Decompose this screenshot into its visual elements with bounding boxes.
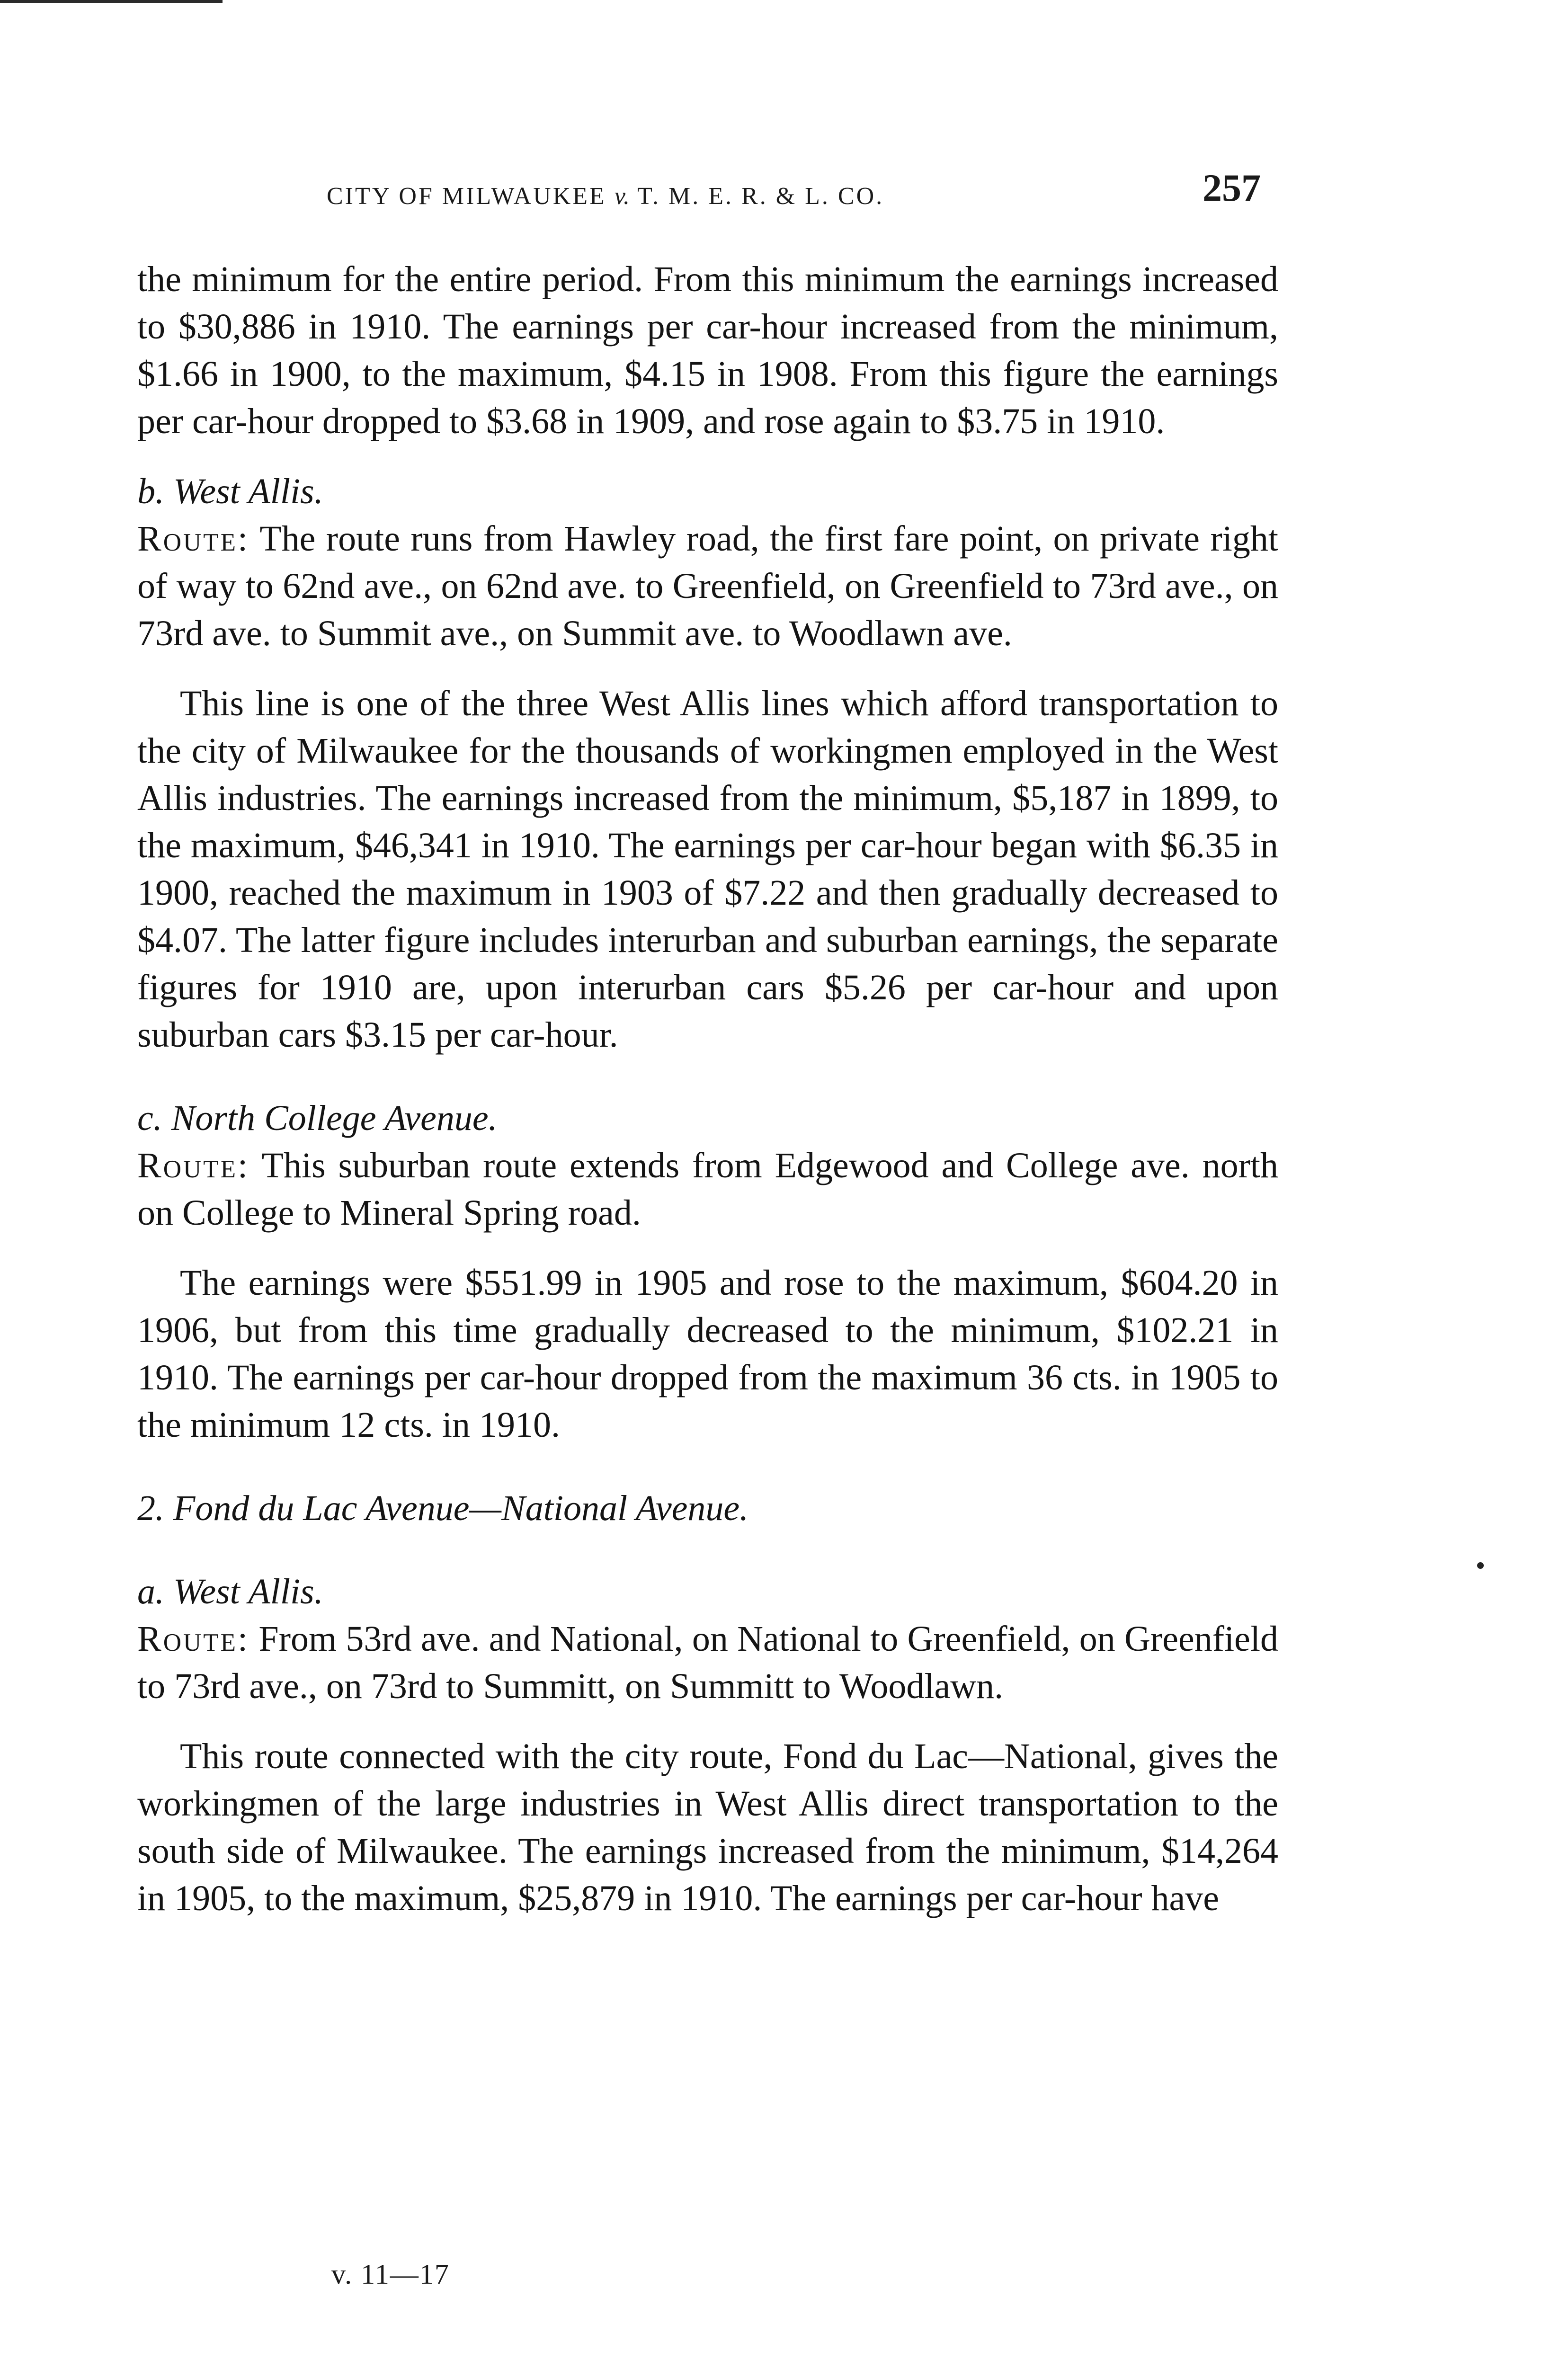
paragraph-north-college: The earnings were $551.99 in 1905 and rose to the maximum, $604.20 in 1906, but from this time gradually decreased to the minimum, $102.21 in 1910. The earnings per car-hour dropped from the maximum 36 cts. in 1905 to the minimum 12 cts. in 1910. xyxy=(137,1263,1278,1445)
paragraph-continuation: the minimum for the entire period. From this minimum the earnings increased to $30,886 in 1910. The earnings per car-hour increased from the minimum, $1.66 in 1900, to the maximum, $4.15 in 1908. From this figure the earnings per car-hour dropped to $3.68 in 1909, and rose again to $3.75 in 1910. xyxy=(137,259,1278,441)
page-number: 257 xyxy=(1203,166,1261,209)
route-a-text: From 53rd ave. and National, on National to Greenfield, on Greenfield to 73rd ave., on 73rd to Summitt, on Summitt to Woodlawn. xyxy=(137,1619,1279,1706)
signature-mark: v. 11—17 xyxy=(331,2259,450,2290)
route-label: Route: xyxy=(137,1619,250,1659)
running-head xyxy=(327,182,884,210)
section-heading-a: a. West Allis. xyxy=(137,1572,323,1611)
route-c xyxy=(137,1142,1278,1237)
ink-speck xyxy=(1477,1562,1484,1569)
route-label: Route: xyxy=(137,519,250,559)
route-a xyxy=(137,1615,1278,1710)
running-head-left: CITY OF MILWAUKEE xyxy=(327,183,606,210)
running-head-versus: v. xyxy=(614,183,630,210)
route-b xyxy=(137,515,1278,657)
section-heading-c: c. North College Avenue. xyxy=(137,1098,498,1138)
running-head-right: T. M. E. R. & L. CO. xyxy=(637,183,884,210)
paragraph-west-allis: This line is one of the three West Allis lines which afford transportation to the city of Milwaukee for the thousands of workingmen employed in the West Allis industries. The earnings increased from the minimum, $5,187 in 1899, to the maximum, $46,341 in 1910. The earnings per car-hour began with $6.35 in 1900, reached the maximum in 1903 of $7.22 and then gradually decreased to $4.07. The latter figure includes interurban and suburban earnings, the separate figures for 1910 are, upon interurban cars $5.26 per car-hour and upon suburban cars $3.15 per car-hour. xyxy=(137,684,1278,1055)
section-heading-b: b. West Allis. xyxy=(137,472,323,511)
route-c-text: This suburban route extends from Edgewood and College ave. north on College to Mineral Spring road. xyxy=(137,1146,1278,1233)
route-label: Route: xyxy=(137,1146,250,1185)
paragraph-fond-du-lac: This route connected with the city route, Fond du Lac—National, gives the workingmen of the large industries in West Allis direct transportation to the south side of Milwaukee. The earnings increased from the minimum, $14,264 in 1905, to the maximum, $25,879 in 1910. The earnings per car-hour have xyxy=(137,1736,1278,1918)
section-heading-2: 2. Fond du Lac Avenue—National Avenue. xyxy=(137,1488,749,1528)
body-text xyxy=(137,256,1278,1922)
route-b-text: The route runs from Hawley road, the first fare point, on private right of way to 62nd ave., on 62nd ave. to Greenfield, on Greenfield to 73rd ave., on 73rd ave. to Summit ave., on Summit ave. to Woodlawn ave. xyxy=(137,519,1278,653)
